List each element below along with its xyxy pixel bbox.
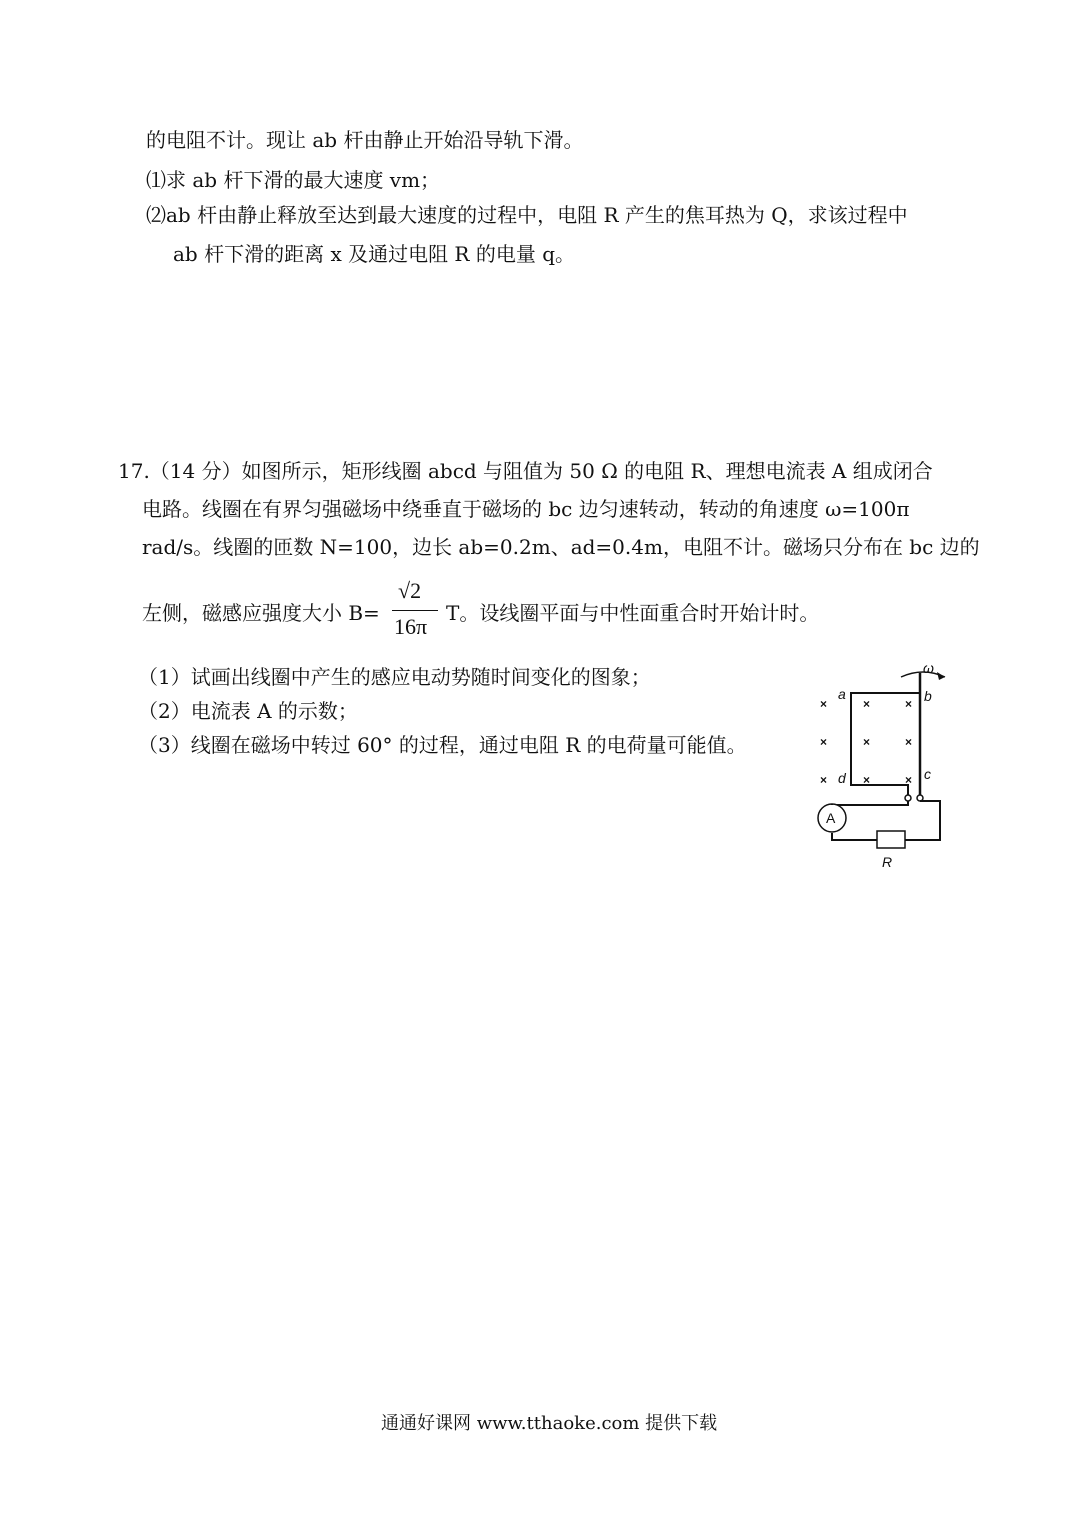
q16-subquestion-2-line-b: ab 杆下滑的距离 x 及通过电阻 R 的电量 q。: [173, 242, 576, 266]
label-ammeter: A: [826, 810, 836, 826]
q17-part-2: （2）电流表 A 的示数；: [138, 699, 358, 723]
magnetic-field-fraction: [390, 578, 440, 648]
label-R: R: [882, 854, 893, 870]
resistor-R: [877, 831, 905, 848]
q17-part-1: （1）试画出线圈中产生的感应电动势随时间变化的图象；: [138, 665, 651, 689]
q16-subquestion-2-line-a: ⑵ab 杆由静止释放至达到最大速度的过程中，电阻 R 产生的焦耳热为 Q，求该过程中: [146, 203, 908, 227]
q17-line4-prefix: 左侧，磁感应强度大小 B=: [142, 601, 380, 625]
q17-part-3: （3）线圈在磁场中转过 60° 的过程，通过电阻 R 的电荷量可能值。: [138, 733, 747, 757]
fraction-bar: [392, 610, 438, 611]
cross-icon: ×: [863, 735, 871, 749]
cross-icon: ×: [905, 773, 913, 787]
cross-icon: ×: [863, 697, 871, 711]
label-a: a: [838, 686, 846, 702]
label-omega: ω: [923, 660, 934, 676]
page-footer: 通通好课网 www.tthaoke.com 提供下载: [381, 1413, 718, 1434]
label-b: b: [924, 688, 932, 704]
wire-left: [832, 801, 908, 805]
wire-bottom-left: [832, 833, 877, 840]
cross-icon: ×: [820, 697, 828, 711]
cross-icon: ×: [905, 697, 913, 711]
q17-heading: 17.（14 分）如图所示，矩形线圈 abcd 与阻值为 50 Ω 的电阻 R、理想电流表 A 组成闭合: [118, 459, 933, 483]
q17-line3: rad/s。线圈的匝数 N=100，边长 ab=0.2m、ad=0.4m，电阻不计。磁场只分布在 bc 边的: [142, 535, 980, 559]
terminal-d: [905, 795, 911, 801]
cross-icon: ×: [863, 773, 871, 787]
cross-icon: ×: [820, 773, 828, 787]
q16-subquestion-1: ⑴求 ab 杆下滑的最大速度 vm；: [146, 168, 441, 192]
label-c: c: [924, 766, 931, 782]
cross-icon: ×: [905, 735, 913, 749]
q17-line4-suffix: T。设线圈平面与中性面重合时开始计时。: [446, 601, 820, 625]
q16-line1: 的电阻不计。现让 ab 杆由静止开始沿导轨下滑。: [146, 128, 584, 152]
coil-circuit-figure: [805, 655, 965, 875]
fraction-denominator: 16π: [394, 614, 428, 639]
label-d: d: [838, 770, 846, 786]
wire-right: [905, 801, 940, 840]
fraction-numerator: √2: [398, 578, 422, 603]
q17-line2: 电路。线圈在有界匀强磁场中绕垂直于磁场的 bc 边匀速转动，转动的角速度 ω=100π: [142, 497, 910, 521]
cross-icon: ×: [820, 735, 828, 749]
